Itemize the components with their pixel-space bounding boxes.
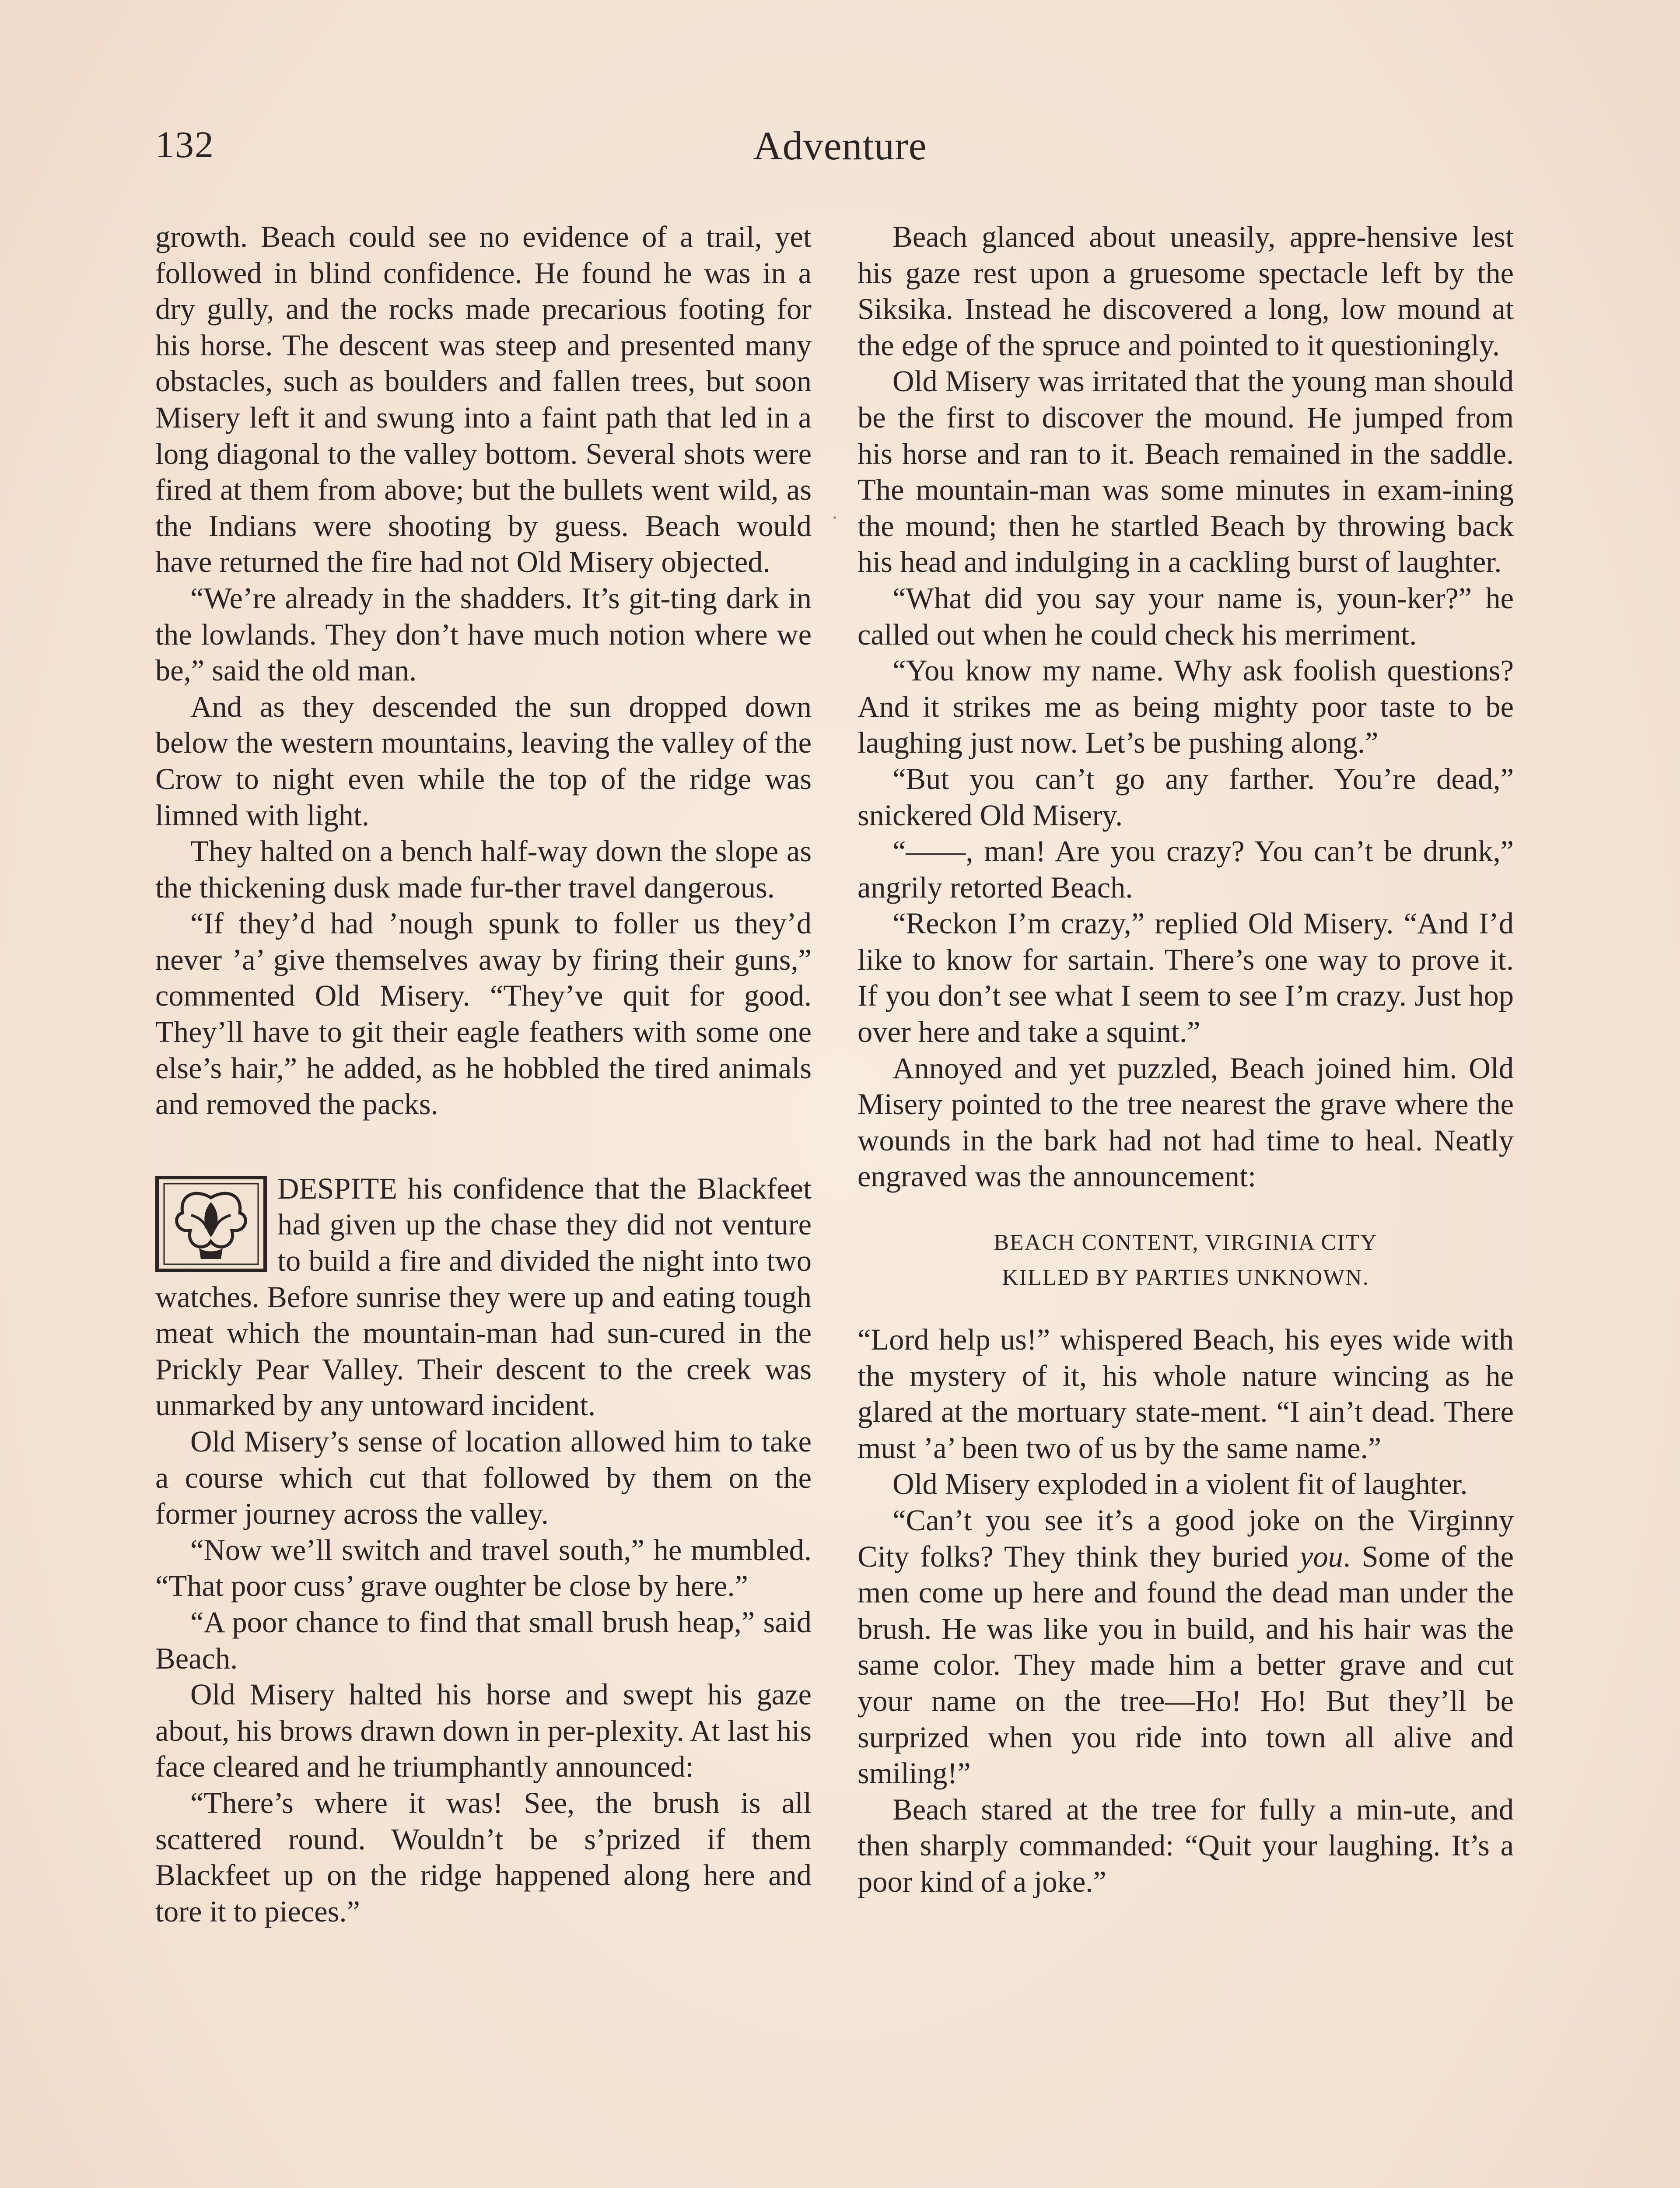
running-head: Adventure bbox=[753, 123, 927, 168]
inscription-line: BEACH CONTENT, VIRGINIA CITY bbox=[994, 1230, 1378, 1255]
paragraph: “Lord help us!” whispered Beach, his eyes wide with the mystery of it, his whole nature wincing as he glared at the mortuary state-ment. “I ain’t dead. There must ’a’ been two of us by the same name.” bbox=[858, 1323, 1514, 1465]
inscription-line: KILLED BY PARTIES UNKNOWN. bbox=[1002, 1265, 1369, 1290]
right-column bbox=[858, 219, 1514, 1900]
paragraph: “You know my name. Why ask foolish questions? And it strikes me as being mighty poor taste to be laughing just now. Let’s be pushing along.” bbox=[858, 654, 1514, 760]
section-opening-paragraph bbox=[155, 1171, 812, 1424]
section-paragraph-text: DESPITE his confidence that the Blackfeet had given up the chase they did not venture to build a fire and divided the night into two watches. Before sunrise they were up and eating tough meat which the mountain-man had sun-cured in the Prickly Pear Valley. Their descent to the creek was unmarked by any untoward incident. bbox=[155, 1171, 812, 1422]
paragraph: “Now we’ll switch and travel south,” he mumbled. “That poor cuss’ grave oughter be close by here.” bbox=[155, 1533, 812, 1603]
paragraph: “But you can’t go any farther. You’re dead,” snickered Old Misery. bbox=[858, 762, 1514, 832]
grave-inscription bbox=[858, 1225, 1514, 1295]
page-header bbox=[155, 123, 1525, 184]
paragraph: Old Misery halted his horse and swept his gaze about, his brows drawn down in per-plexity. At last his face cleared and he triumphantly announced: bbox=[155, 1678, 812, 1784]
paragraph: growth. Beach could see no evidence of a trail, yet followed in blind confidence. He found he was in a dry gully, and the rocks made precarious footing for his horse. The descent was steep and presented many obstacles, such as boulders and fallen trees, but soon Misery left it and swung into a faint path that led in a long diagonal to the valley bottom. Several shots were fired at them from above; but the bullets went wild, as the Indians were shooting by guess. Beach would have returned the fire had not Old Misery objected. bbox=[155, 220, 812, 579]
paragraph: “There’s where it was! See, the brush is all scattered round. Wouldn’t be s’prized if them Blackfeet up on the ridge happened along here and tore it to pieces.” bbox=[155, 1786, 812, 1928]
paragraph: And as they descended the sun dropped down below the western mountains, leaving the valley of the Crow to night even while the top of the ridge was limned with light. bbox=[155, 690, 812, 832]
paragraph: Beach glanced about uneasily, appre-hensive lest his gaze rest upon a gruesome spectacle left by the Siksika. Instead he discovered a long, low mound at the edge of the spruce and pointed to it questioningly. bbox=[858, 220, 1514, 362]
paragraph: Old Misery was irritated that the young man should be the first to discover the mound. He jumped from his horse and ran to it. Beach remained in the saddle. The mountain-man was some minutes in exam-ining the mound; then he startled Beach by throwing back his head and indulging in a cackling burst of laughter. bbox=[858, 365, 1514, 579]
paragraph: “If they’d had ’nough spunk to foller us they’d never ’a’ give themselves away by firing their guns,” commented Old Misery. “They’ve quit for good. They’ll have to git their eagle feathers with some one else’s hair,” he added, as he hobbled the tired animals and removed the packs. bbox=[155, 907, 812, 1121]
paragraph: Beach stared at the tree for fully a min-ute, and then sharply commanded: “Quit your laughing. It’s a poor kind of a joke.” bbox=[858, 1792, 1514, 1898]
paragraph: “What did you say your name is, youn-ker?” he called out when he could check his merriment. bbox=[858, 581, 1514, 651]
column-gutter-mark bbox=[833, 516, 836, 519]
paragraph: Old Misery’s sense of location allowed him to take a course which cut that followed by them on the former journey across the valley. bbox=[155, 1425, 812, 1531]
paragraph bbox=[858, 1502, 1514, 1792]
paragraph: “——, man! Are you crazy? You can’t be drunk,” angrily retorted Beach. bbox=[858, 835, 1514, 904]
paragraph-text: . Some of the men come up here and found the dead man under the brush. He was like you in build, and his hair was the same color. They made him a better grave and cut your name on the tree—Ho! Ho! But they’ll be surprized when you ride into town all alive and smiling!” bbox=[858, 1539, 1514, 1790]
page-number: 132 bbox=[155, 123, 214, 165]
ornamental-floral-initial-icon bbox=[155, 1176, 267, 1272]
paragraph-text: “Can’t you see it’s a good joke on the Virginny City folks? They think they buried bbox=[858, 1504, 1514, 1573]
paragraph: “A poor chance to find that small brush heap,” said Beach. bbox=[155, 1605, 812, 1675]
emphasized-word: you bbox=[1300, 1539, 1343, 1573]
paragraph: “Reckon I’m crazy,” replied Old Misery. “And I’d like to know for sartain. There’s one way to prove it. If you don’t see what I seem to see I’m crazy. Just hop over here and take a squint.” bbox=[858, 907, 1514, 1049]
paragraph: Annoyed and yet puzzled, Beach joined him. Old Misery pointed to the tree nearest the grave where the wounds in the bark had not had time to heal. Neatly engraved was the announcement: bbox=[858, 1051, 1514, 1193]
paragraph: “We’re already in the shadders. It’s git-ting dark in the lowlands. They don’t have much notion where we be,” said the old man. bbox=[155, 581, 812, 687]
paragraph: Old Misery exploded in a violent fit of laughter. bbox=[892, 1467, 1468, 1501]
left-column bbox=[155, 219, 812, 1929]
paragraph: They halted on a bench half-way down the slope as the thickening dusk made fur-ther travel dangerous. bbox=[155, 835, 812, 904]
